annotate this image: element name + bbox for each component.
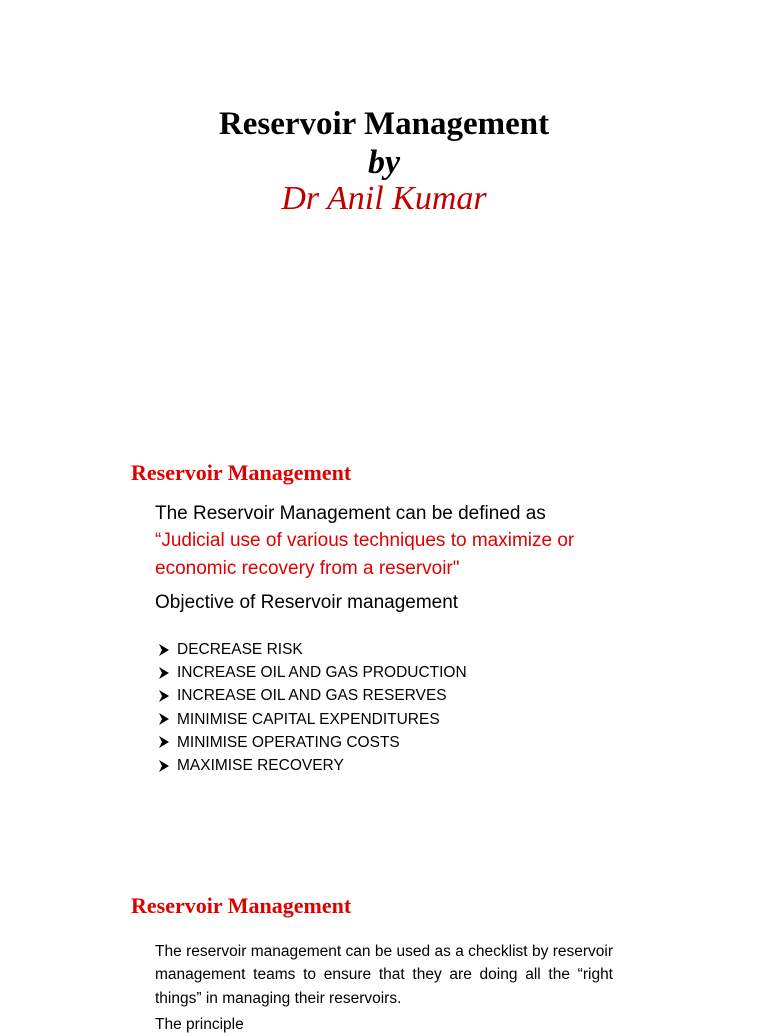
truncated-paragraph: The principle	[155, 1016, 244, 1033]
objective-heading: Objective of Reservoir management	[155, 592, 459, 613]
document-title: Reservoir Management	[218, 106, 550, 142]
list-item	[157, 754, 467, 777]
author-name: Dr Anil Kumar	[281, 180, 487, 217]
list-item	[157, 731, 467, 754]
section-heading-reservoir-management: Reservoir Management	[131, 460, 352, 485]
arrowhead-bullet-icon	[157, 759, 177, 773]
list-item-label: MAXIMISE RECOVERY	[177, 757, 344, 775]
arrowhead-bullet-icon	[157, 735, 177, 749]
list-item	[157, 708, 467, 731]
list-item-label: MINIMISE CAPITAL EXPENDITURES	[177, 710, 440, 728]
list-item-label: INCREASE OIL AND GAS PRODUCTION	[177, 664, 467, 682]
arrowhead-bullet-icon	[157, 666, 177, 680]
list-item-label: DECREASE RISK	[177, 641, 303, 658]
title-by-line: by	[367, 144, 401, 181]
definition-quote: “Judicial use of various techniques to maximize or economic recovery from a reservoir"	[155, 530, 575, 579]
list-item-label: INCREASE OIL AND GAS RESERVES	[177, 687, 447, 705]
list-item-label: MINIMISE OPERATING COSTS	[177, 733, 400, 751]
list-item	[157, 661, 467, 684]
checklist-paragraph: The reservoir management can be used as a checklist by reservoir management teams to ensure that they are doing all the “right things” in managing their reservoirs.	[155, 943, 613, 1007]
list-item	[157, 638, 467, 661]
objective-list	[157, 638, 467, 777]
section-heading-reservoir-management-2: Reservoir Management	[131, 893, 352, 918]
arrowhead-bullet-icon	[157, 712, 177, 726]
arrowhead-bullet-icon	[157, 689, 177, 703]
definition-intro: The Reservoir Management can be defined as	[155, 503, 546, 524]
arrowhead-bullet-icon	[157, 643, 177, 657]
list-item	[157, 684, 467, 707]
